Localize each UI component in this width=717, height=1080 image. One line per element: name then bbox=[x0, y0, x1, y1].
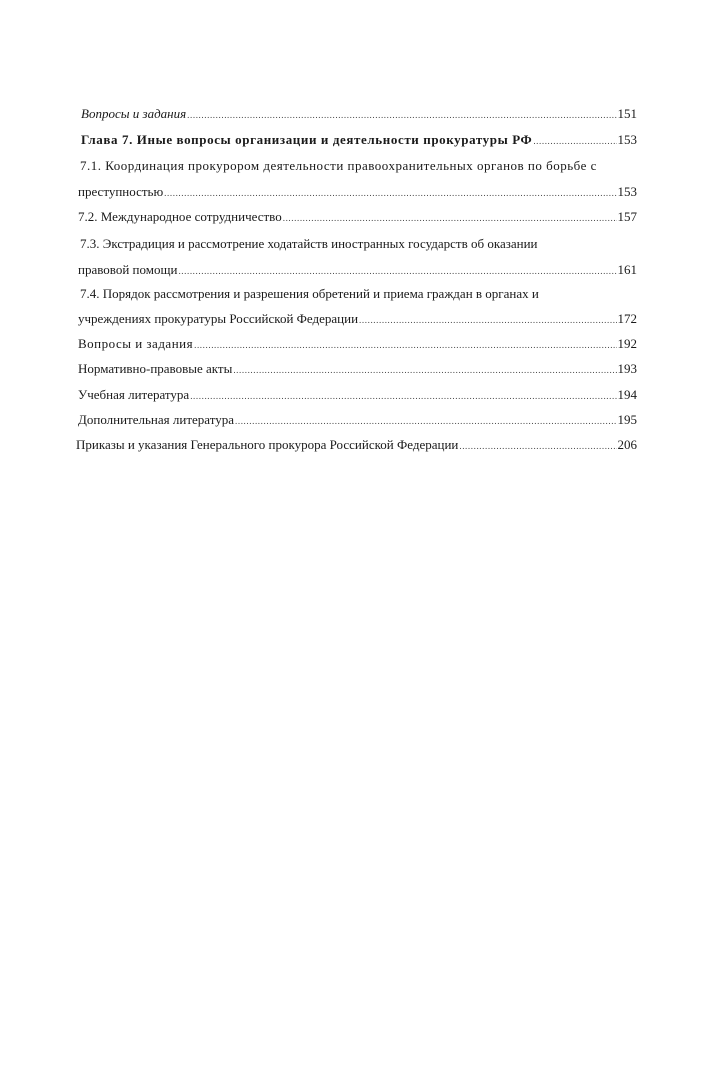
toc-page-number: 161 bbox=[617, 262, 637, 277]
toc-entry-title: Нормативно-правовые акты bbox=[78, 361, 233, 376]
toc-chapter-title: Глава 7. Иные вопросы организации и деятельности прокуратуры РФ bbox=[81, 132, 533, 147]
toc-page-number: 157 bbox=[617, 209, 637, 224]
toc-entry-title: 7.2. Международное сотрудничество bbox=[78, 209, 282, 224]
toc-entry-7-4-line1: 7.4. Порядок рассмотрения и разрешения обретений и приема граждан в органах и bbox=[80, 286, 539, 301]
dot-leader bbox=[194, 337, 616, 353]
toc-entry-7-3 bbox=[78, 262, 637, 279]
toc-page-number: 172 bbox=[617, 311, 637, 326]
toc-entry-questions-2 bbox=[78, 336, 637, 353]
dot-leader bbox=[459, 438, 616, 454]
toc-page-number: 193 bbox=[617, 361, 637, 376]
toc-page-number: 153 bbox=[617, 184, 637, 199]
dot-leader bbox=[178, 263, 616, 279]
toc-entry-title: Вопросы и задания bbox=[81, 106, 187, 121]
toc-entry-7-3-line1: 7.3. Экстрадиция и рассмотрение ходатайств иностранных государств об оказании bbox=[80, 236, 538, 251]
toc-entry-title: Учебная литература bbox=[78, 387, 190, 402]
toc-page-number: 194 bbox=[617, 387, 637, 402]
toc-entry-title: Приказы и указания Генерального прокурора Российской Федерации bbox=[76, 437, 459, 452]
toc-entry-questions-1 bbox=[81, 106, 637, 123]
toc-entry-prosecutor-orders bbox=[76, 437, 637, 454]
toc-entry-title: Дополнительная литература bbox=[78, 412, 234, 427]
toc-entry-title: преступностью bbox=[78, 184, 164, 199]
toc-page-number: 192 bbox=[617, 336, 637, 351]
toc-entry-additional-literature bbox=[78, 412, 637, 429]
toc-entry-textbooks bbox=[78, 387, 637, 404]
toc-entry-normative-acts bbox=[78, 361, 637, 378]
toc-entry-title: Вопросы и задания bbox=[78, 336, 194, 351]
toc-entry-title: правовой помощи bbox=[78, 262, 178, 277]
dot-leader bbox=[233, 362, 616, 378]
dot-leader bbox=[235, 413, 617, 429]
toc-page-number: 195 bbox=[617, 412, 637, 427]
dot-leader bbox=[164, 185, 616, 201]
toc-entry-7-1 bbox=[78, 184, 637, 201]
toc-page-number: 153 bbox=[617, 132, 637, 147]
toc-entry-title: учреждениях прокуратуры Российской Федерации bbox=[78, 311, 359, 326]
dot-leader bbox=[187, 107, 616, 123]
toc-page-number: 206 bbox=[617, 437, 637, 452]
toc-entry-chapter-7 bbox=[81, 132, 637, 149]
dot-leader bbox=[359, 312, 616, 328]
toc-entry-7-1-line1: 7.1. Координация прокурором деятельности правоохранительных органов по борьбе с bbox=[80, 158, 597, 173]
dot-leader bbox=[190, 388, 616, 404]
toc-entry-7-4 bbox=[78, 311, 637, 328]
dot-leader bbox=[533, 133, 616, 149]
dot-leader bbox=[283, 210, 617, 226]
toc-entry-7-2 bbox=[78, 209, 637, 226]
toc-page-number: 151 bbox=[617, 106, 637, 121]
